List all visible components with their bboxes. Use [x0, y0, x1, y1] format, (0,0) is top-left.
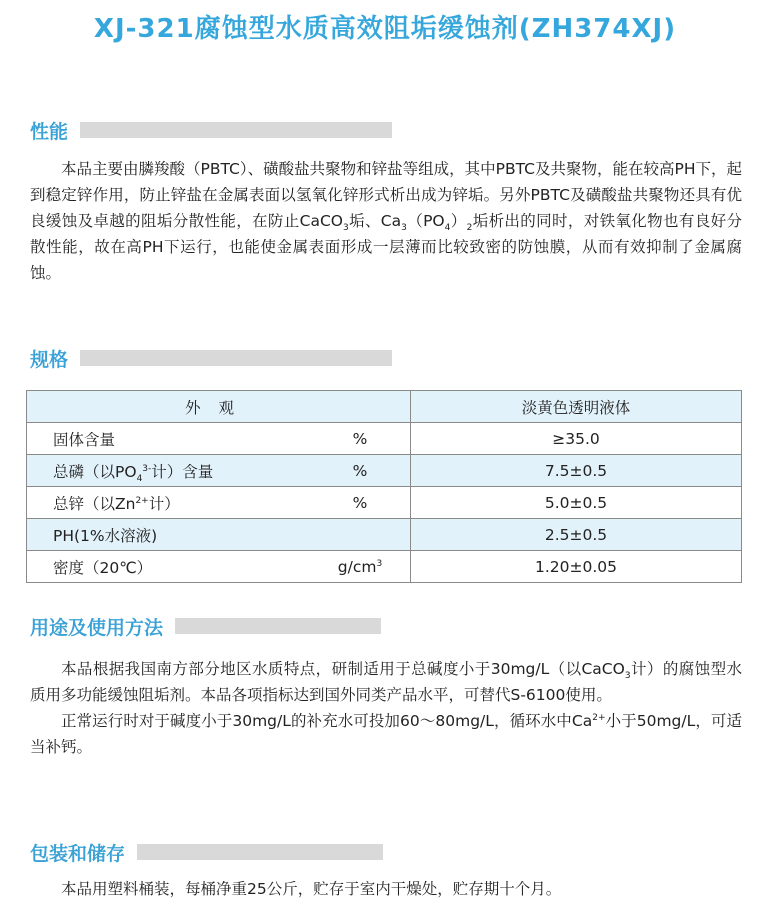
section-title-performance: 性能 [30, 120, 69, 143]
table-header-row [27, 391, 742, 423]
row-value: ≥35.0 [411, 423, 742, 455]
section-title-packaging: 包装和储存 [30, 842, 126, 865]
table-row [27, 519, 742, 551]
section-divider-bar [80, 122, 392, 138]
section-divider-bar [175, 618, 381, 634]
row-name: 密度（20℃） [27, 551, 311, 583]
page-title: XJ-321腐蚀型水质高效阻垢缓蚀剂(ZH374XJ) [93, 14, 677, 44]
row-value: 5.0±0.5 [411, 487, 742, 519]
row-unit: % [310, 487, 411, 519]
row-value: 7.5±0.5 [411, 455, 742, 487]
table-row [27, 423, 742, 455]
packaging-paragraph: 本品用塑料桶装，每桶净重25公斤，贮存于室内干燥处，贮存期十个月。 [61, 880, 562, 898]
row-value: 2.5±0.5 [411, 519, 742, 551]
table-row [27, 487, 742, 519]
header-appearance-label: 外观 [27, 391, 411, 423]
row-unit [310, 519, 411, 551]
section-header-spec [30, 344, 392, 372]
row-name: 总锌（以$Zn^{2+}$计） [27, 487, 311, 519]
table-row [27, 551, 742, 583]
section-header-packaging [30, 838, 383, 866]
row-unit: % [310, 423, 411, 455]
performance-paragraph: 本品主要由膦羧酸（PBTC）、磺酸盐共聚物和锌盐等组成，其中PBTC及共聚物，能在较高PH下，起到稳定锌作用，防止锌盐在金属表面以氢氧化锌形式析出成为锌垢。另外PBTC及磺酸盐共聚物还具有优良缓蚀及卓越的阻垢分散性能，在防止CaCO$_3$垢、$Ca_3(PO_4)_2$垢析出的同时，对铁氧化物也有良好分散性能，故在高PH下运行，也能使金属表面形成一层薄而比较致密的防蚀膜，从而有效抑制了金属腐蚀。 [30, 160, 742, 282]
section-title-spec: 规格 [30, 348, 69, 371]
row-name: PH(1%水溶液) [27, 519, 311, 551]
section-header-performance [30, 116, 392, 144]
section-title-usage: 用途及使用方法 [30, 616, 164, 639]
row-name: 固体含量 [27, 423, 311, 455]
table-row [27, 455, 742, 487]
row-unit: % [310, 455, 411, 487]
section-divider-bar [80, 350, 392, 366]
row-name: 总磷（以$PO_4^{3-}$计）含量 [27, 455, 311, 487]
row-unit: $g/cm^3$ [310, 551, 411, 583]
section-header-usage [30, 612, 381, 640]
usage-paragraph: 本品根据我国南方部分地区水质特点，研制适用于总碱度小于30mg/L（以CaCO$_3$计）的腐蚀型水质用多功能缓蚀阻垢剂。本品各项指标达到国外同类产品水平，可替代S-6100使用。 正常运行时对于碱度小于30mg/L的补充水可投加60～80mg/L，循环水中$Ca^{2+}$小于50mg/L，可适当补钙。 [30, 660, 742, 756]
header-appearance-value: 淡黄色透明液体 [411, 391, 742, 423]
section-divider-bar [137, 844, 383, 860]
row-value: 1.20±0.05 [411, 551, 742, 583]
spec-table [26, 390, 742, 583]
